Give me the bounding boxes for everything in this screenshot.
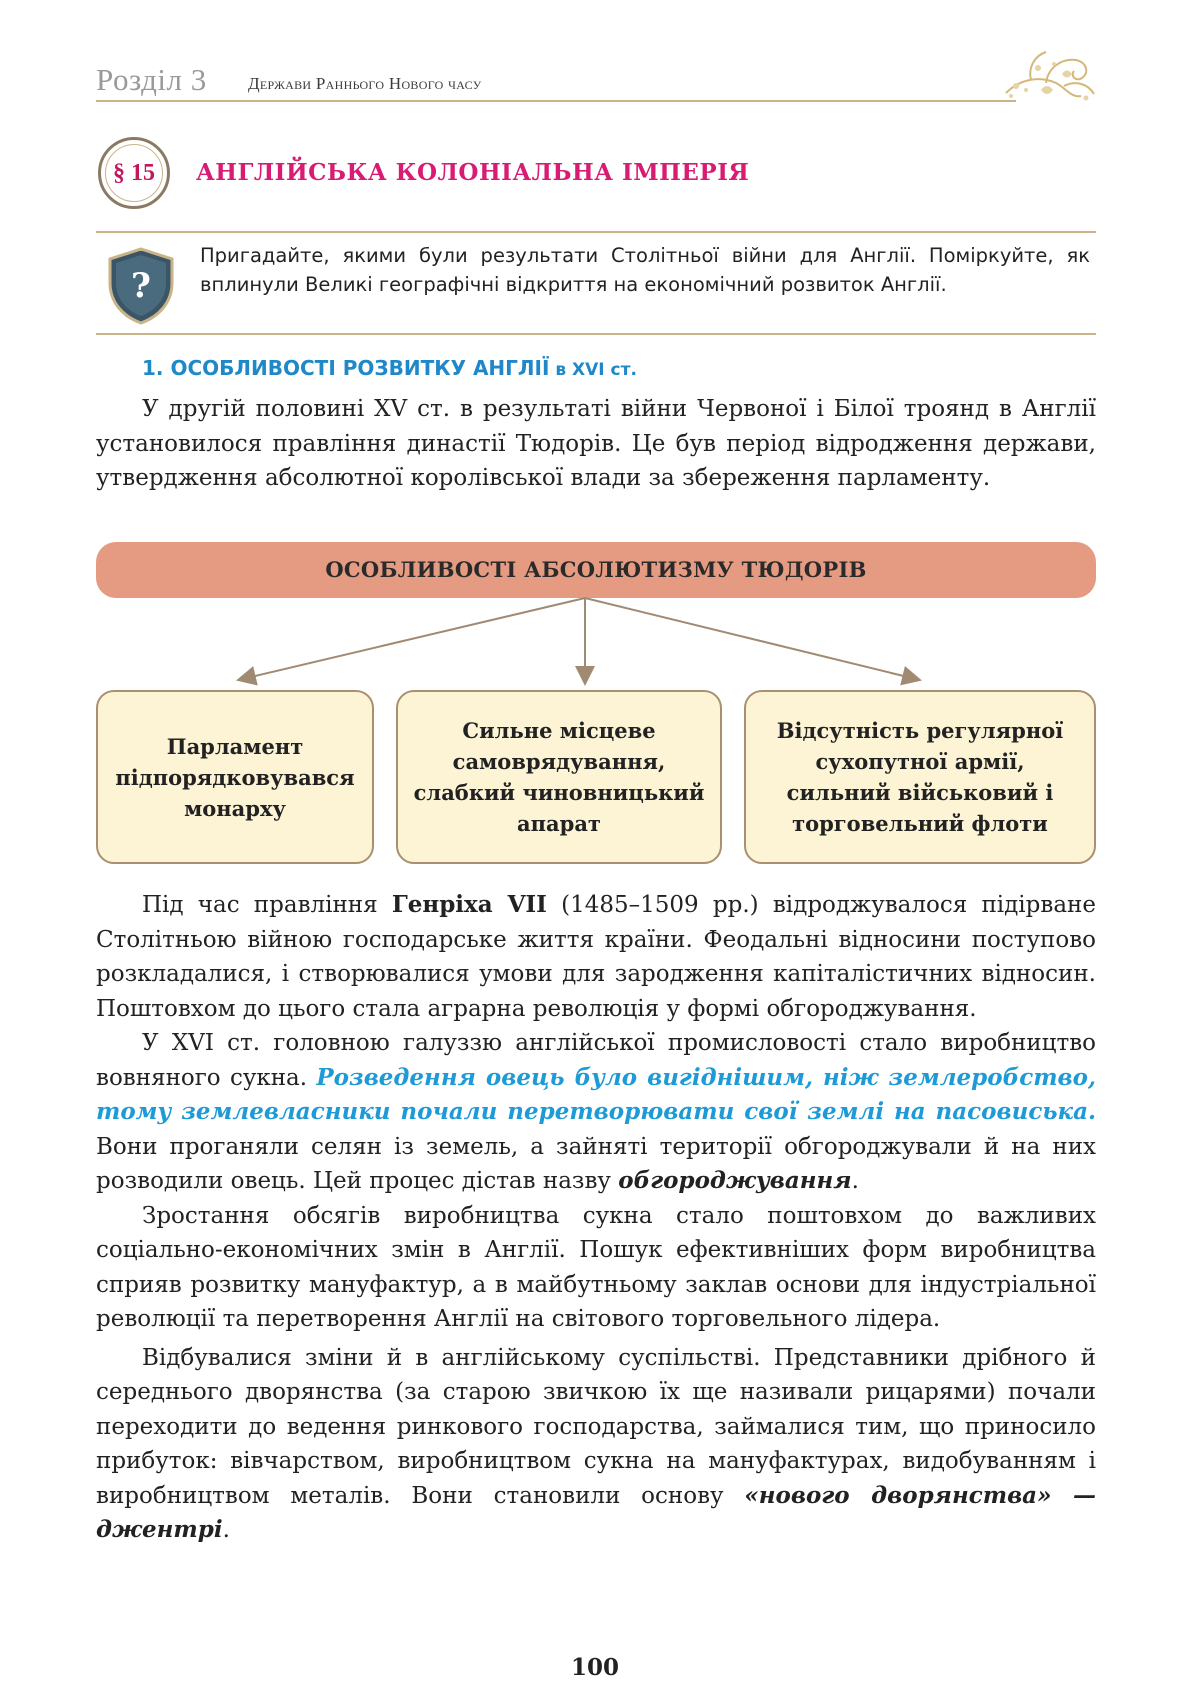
chapter-title: Держави Раннього Нового часу bbox=[248, 74, 482, 93]
svg-text:?: ? bbox=[131, 266, 151, 306]
henry-vii-name: Генріха VII bbox=[391, 891, 547, 918]
header-rule bbox=[96, 100, 1016, 102]
intro-paragraph: У другій половині XV ст. в результаті війни Червоної і Білої троянд в Англії установилося правління династії Тюдорів. Це був період відродження держави, утвердження абсолютної королівської влади за збереження парламенту. bbox=[96, 396, 1096, 491]
section-heading-main: 1. ОСОБЛИВОСТІ РОЗВИТКУ АНГЛІЇ bbox=[142, 356, 550, 380]
text-span: Під час правління bbox=[142, 892, 392, 918]
diagram-title: ОСОБЛИВОСТІ АБСОЛЮТИЗМУ ТЮДОРІВ bbox=[325, 557, 867, 582]
question-shield-icon bbox=[106, 247, 176, 325]
text-span: Вони проганяли селян із земель, а зайняті території обгороджували й на них розводили овець. Цей процес дістав назву bbox=[96, 1133, 1096, 1194]
body-text bbox=[96, 888, 1096, 1548]
page-number: 100 bbox=[570, 1654, 619, 1681]
text-span: (1485–1509 рр.) відроджувалося підірване Столітньою війною господарське життя країни. Феодальні відносини поступово розкладалися, і створювалися умови для зародження капіталістичних відносин. Поштовхом до цього стала аграрна революція у формі обгороджування. bbox=[96, 892, 1096, 1022]
lesson-title: АНГЛІЙСЬКА КОЛОНІАЛЬНА ІМПЕРІЯ bbox=[196, 159, 750, 186]
highlighted-definition: Розведення овець було вигіднішим, ніж землеробство, тому землевласники почали перетворювати свої землі на пасовиська. bbox=[96, 1063, 1096, 1125]
recall-text: Пригадайте, якими були результати Столітньої війни для Англії. Поміркуйте, як вплинули Великі географічні відкриття на економічний розвиток Англії. bbox=[200, 244, 1090, 296]
text-span: Відбувалися зміни й в англійському суспільстві. Представники дрібного й середнього дворянства (за старою звичкою їх ще називали рицарями) почали переходити до ведення ринкового господарства, займалися тим, що приносило прибуток: вівчарством, виробництвом сукна на мануфактурах, видобуванням і виробництвом металів. Вони становили основу bbox=[96, 1344, 1096, 1509]
paragraph-henry bbox=[96, 888, 1096, 1026]
chapter-label: Розділ 3 bbox=[96, 62, 207, 97]
text-span: . bbox=[851, 1168, 859, 1194]
floral-ornament-icon bbox=[986, 38, 1106, 108]
section-heading-suffix: в XVI ст. bbox=[549, 360, 637, 380]
recall-block bbox=[96, 231, 1096, 335]
page-header bbox=[96, 58, 1096, 102]
text-span: У XVI ст. головною галуззю англійської промисловості стало виробництво вовняного сукна. bbox=[96, 1030, 1096, 1091]
term-gentry: «нового дворянства» — джентрі bbox=[96, 1481, 1096, 1543]
diagram-box-army-fleet: Відсутність регулярної сухопутної армії, сильний військовий і торговельний флоти bbox=[744, 690, 1096, 864]
term-enclosure: обгороджування bbox=[618, 1167, 852, 1194]
lesson-number-badge bbox=[98, 137, 170, 209]
diagram-box-parliament: Парламент підпорядковувався монарху bbox=[96, 690, 374, 864]
intro-paragraph-block bbox=[96, 392, 1096, 496]
diagram-arrows bbox=[0, 590, 1190, 690]
paragraph-gentry bbox=[96, 1341, 1096, 1548]
diagram-box-self-government: Сильне місцеве самоврядування, слабкий чиновницький апарат bbox=[396, 690, 722, 864]
paragraph-manufactures: Зростання обсягів виробництва сукна стало поштовхом до важливих соціально-економічних змін в Англії. Пошук ефективніших форм виробництва сприяв розвитку мануфактур, а в майбутньому заклав основи для індустріальної революції та перетворення Англії на світового торговельного лідера. bbox=[96, 1202, 1096, 1332]
lesson-number: § 15 bbox=[113, 160, 155, 186]
text-span: . bbox=[222, 1517, 230, 1543]
paragraph-wool bbox=[96, 1026, 1096, 1199]
section-heading bbox=[142, 356, 637, 380]
